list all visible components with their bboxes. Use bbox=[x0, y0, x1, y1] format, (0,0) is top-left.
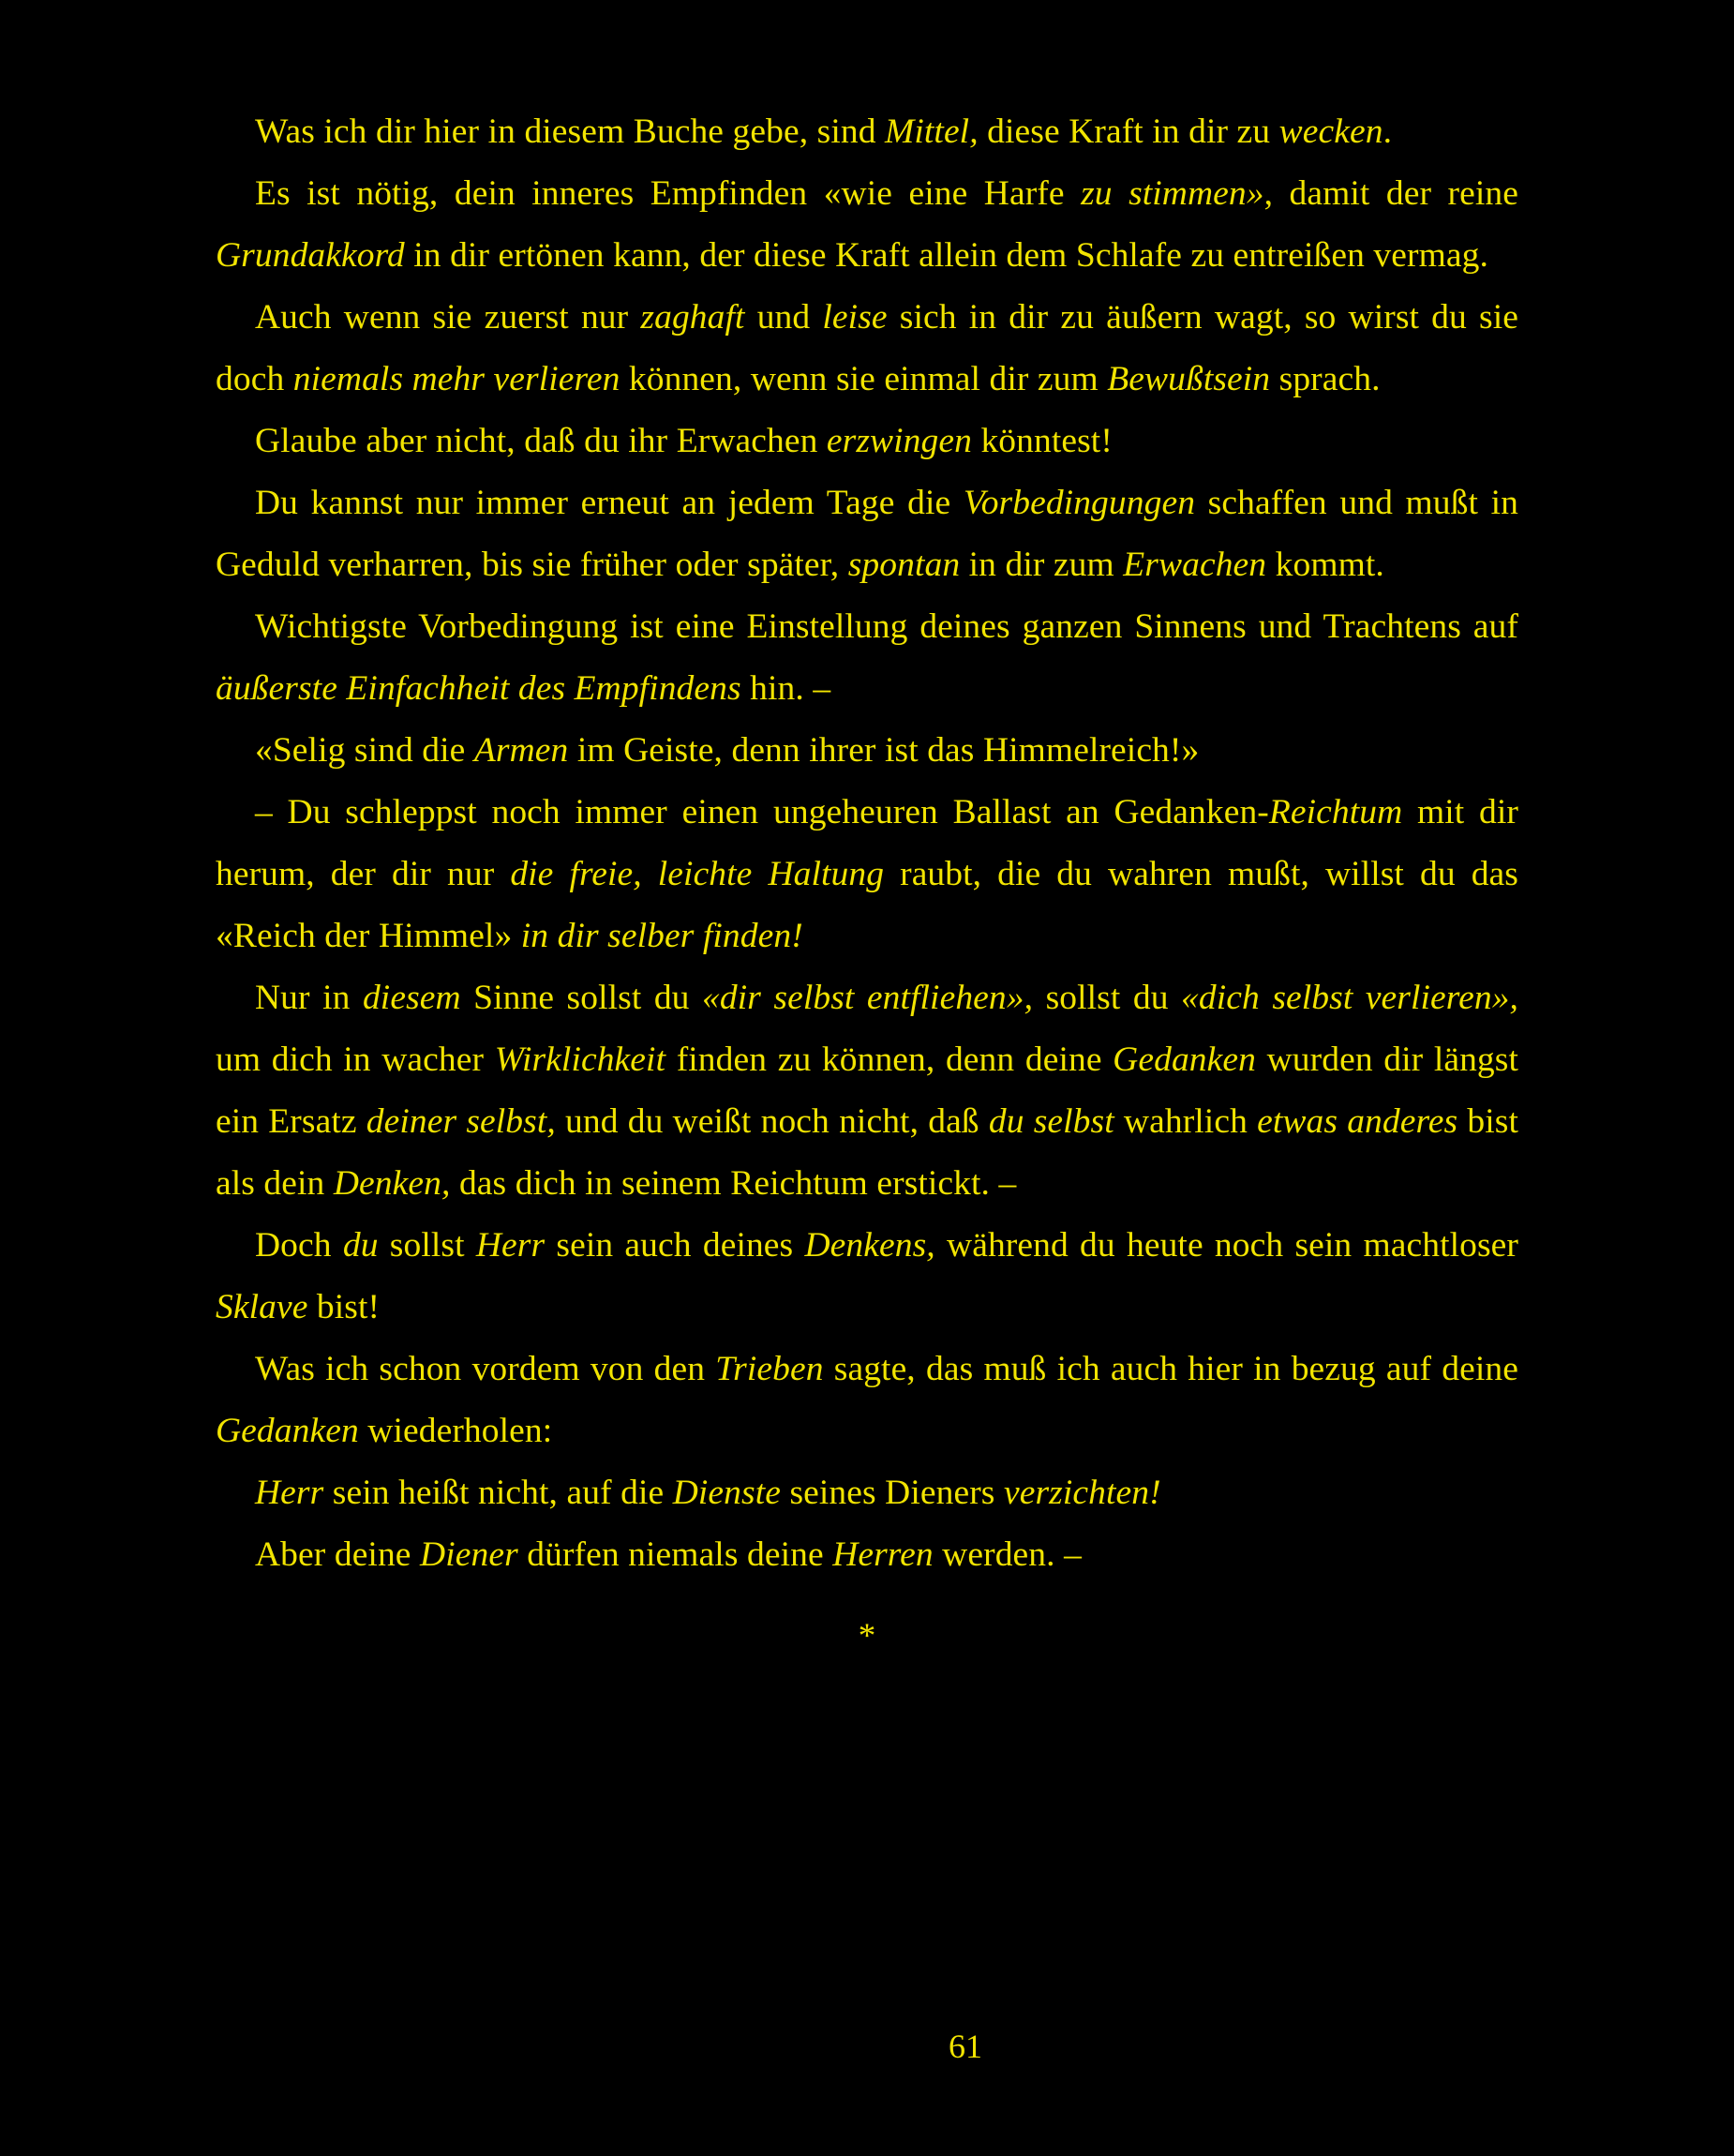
emphasis-text: Gedanken bbox=[216, 1412, 359, 1450]
emphasis-text: etwas anderes bbox=[1257, 1102, 1458, 1141]
plain-text: in dir ertönen kann, der diese Kraft allein dem Schlafe zu entreißen vermag. bbox=[404, 236, 1488, 275]
emphasis-text: «dich selbst verlieren», bbox=[1181, 979, 1519, 1017]
paragraph bbox=[216, 1462, 1518, 1524]
emphasis-text: Denken, bbox=[333, 1164, 451, 1203]
paragraph bbox=[216, 163, 1518, 287]
plain-text: bist als dein bbox=[216, 1102, 1519, 1203]
emphasis-text: verzichten! bbox=[1003, 1474, 1161, 1512]
plain-text: Aber deine bbox=[255, 1535, 421, 1574]
emphasis-text: Herren bbox=[832, 1535, 934, 1574]
plain-text: sagte, das muß ich auch hier in bezug auf deine bbox=[823, 1350, 1518, 1388]
plain-text: Du kannst nur immer erneut an jedem Tage die bbox=[255, 484, 964, 522]
emphasis-text: spontan bbox=[847, 546, 961, 584]
emphasis-text: Gedanken bbox=[1113, 1041, 1256, 1079]
emphasis-text: Wirklichkeit bbox=[494, 1041, 666, 1079]
plain-text: schaffen und mußt in Geduld verharren, bis sie früher oder später, bbox=[216, 484, 1518, 584]
plain-text: Doch bbox=[255, 1226, 343, 1265]
plain-text: finden zu können, denn deine bbox=[665, 1041, 1114, 1079]
paragraph bbox=[216, 596, 1518, 720]
plain-text: und bbox=[744, 298, 823, 337]
paragraph bbox=[216, 1339, 1518, 1462]
paragraph bbox=[216, 287, 1518, 411]
emphasis-text: in dir selber finden! bbox=[520, 917, 803, 955]
emphasis-text: «dir selbst entfliehen», bbox=[702, 979, 1034, 1017]
paragraph bbox=[216, 967, 1518, 1215]
emphasis-text: erzwingen bbox=[826, 422, 972, 460]
plain-text: Nur in bbox=[255, 979, 363, 1017]
plain-text: könntest! bbox=[971, 422, 1113, 460]
plain-text: Wichtigste Vorbedingung ist eine Einstellung deines ganzen Sinnens und Trachtens auf bbox=[255, 607, 1518, 646]
emphasis-text: du selbst bbox=[988, 1102, 1114, 1141]
emphasis-text: Dienste bbox=[672, 1474, 781, 1512]
plain-text: , damit der reine bbox=[1263, 174, 1518, 213]
plain-text: Es ist nötig, dein inneres Empfinden «wie eine Harfe bbox=[255, 174, 1082, 213]
emphasis-text: Bewußtsein bbox=[1107, 360, 1271, 398]
plain-text: diese Kraft in dir zu bbox=[978, 112, 1279, 151]
plain-text: mit dir herum, der dir nur bbox=[216, 793, 1518, 893]
plain-text: . bbox=[1383, 112, 1393, 151]
plain-text: bist! bbox=[307, 1288, 381, 1326]
plain-text: wurden dir längst ein Ersatz bbox=[216, 1041, 1518, 1141]
paragraph bbox=[216, 1215, 1518, 1339]
plain-text: sprach. bbox=[1270, 360, 1381, 398]
plain-text: und du weißt noch nicht, daß bbox=[555, 1102, 989, 1141]
plain-text: hin. – bbox=[740, 669, 831, 708]
plain-text: das dich in seinem Reichtum erstickt. – bbox=[450, 1164, 1017, 1203]
plain-text: können, wenn sie einmal dir zum bbox=[620, 360, 1108, 398]
plain-text: Auch wenn sie zuerst nur bbox=[255, 298, 641, 337]
plain-text: in dir zum bbox=[960, 546, 1124, 584]
emphasis-text: Herr bbox=[255, 1474, 324, 1512]
plain-text: dürfen niemals deine bbox=[517, 1535, 833, 1574]
paragraph bbox=[216, 720, 1518, 782]
emphasis-text: Herr bbox=[475, 1226, 546, 1265]
plain-text: – Du schleppst noch immer einen ungeheuren Ballast an Gedanken- bbox=[255, 793, 1269, 831]
paragraph bbox=[216, 411, 1518, 472]
plain-text: wiederholen: bbox=[358, 1412, 553, 1450]
emphasis-text: deiner selbst, bbox=[366, 1102, 556, 1141]
plain-text: sollst du bbox=[1033, 979, 1182, 1017]
emphasis-text: du bbox=[342, 1226, 379, 1265]
emphasis-text: die freie, leichte Haltung bbox=[510, 855, 885, 893]
emphasis-text: Grundakkord bbox=[216, 236, 405, 275]
plain-text: kommt. bbox=[1266, 546, 1384, 584]
emphasis-text: leise bbox=[822, 298, 888, 337]
plain-text: «Selig sind die bbox=[255, 731, 474, 770]
plain-text: Was ich dir hier in diesem Buche gebe, sind bbox=[255, 112, 886, 151]
emphasis-text: Diener bbox=[420, 1535, 518, 1574]
emphasis-text: Denkens, bbox=[804, 1226, 935, 1265]
plain-text: sich in dir zu äußern wagt, so wirst du sie doch bbox=[216, 298, 1518, 398]
plain-text: Glaube aber nicht, daß du ihr Erwachen bbox=[255, 422, 827, 460]
paragraph bbox=[216, 1524, 1518, 1586]
plain-text: sollst bbox=[378, 1226, 476, 1265]
emphasis-text: diesem bbox=[362, 979, 461, 1017]
page-body-text bbox=[216, 101, 1518, 1586]
section-separator-asterisk: * bbox=[858, 1617, 876, 1655]
paragraph bbox=[216, 472, 1518, 596]
emphasis-text: Armen bbox=[473, 731, 569, 770]
emphasis-text: Erwachen bbox=[1123, 546, 1267, 584]
page-number: 61 bbox=[949, 2028, 982, 2065]
plain-text: sein heißt nicht, auf die bbox=[323, 1474, 673, 1512]
plain-text: werden. – bbox=[933, 1535, 1082, 1574]
emphasis-text: niemals mehr verlieren bbox=[292, 360, 620, 398]
emphasis-text: wecken bbox=[1278, 112, 1383, 151]
emphasis-text: Mittel, bbox=[885, 112, 979, 151]
plain-text: sein auch deines bbox=[545, 1226, 805, 1265]
emphasis-text: äußerste Einfachheit des Empfindens bbox=[216, 669, 741, 708]
emphasis-text: Trieben bbox=[715, 1350, 824, 1388]
emphasis-text: Sklave bbox=[216, 1288, 308, 1326]
emphasis-text: Vorbedingungen bbox=[963, 484, 1196, 522]
plain-text: Sinne sollst du bbox=[460, 979, 703, 1017]
plain-text: wahrlich bbox=[1114, 1102, 1258, 1141]
emphasis-text: zu stimmen» bbox=[1081, 174, 1264, 213]
plain-text: während du heute noch sein machtloser bbox=[934, 1226, 1519, 1265]
plain-text: seines Dieners bbox=[780, 1474, 1004, 1512]
plain-text: Was ich schon vordem von den bbox=[255, 1350, 716, 1388]
plain-text: um dich in wacher bbox=[216, 1041, 495, 1079]
paragraph bbox=[216, 782, 1518, 967]
plain-text: raubt, die du wahren mußt, willst du das «Reich der Himmel» bbox=[216, 855, 1518, 955]
plain-text: im Geiste, denn ihrer ist das Himmelreich!» bbox=[568, 731, 1200, 770]
paragraph bbox=[216, 101, 1518, 163]
emphasis-text: Reichtum bbox=[1268, 793, 1403, 831]
emphasis-text: zaghaft bbox=[640, 298, 745, 337]
